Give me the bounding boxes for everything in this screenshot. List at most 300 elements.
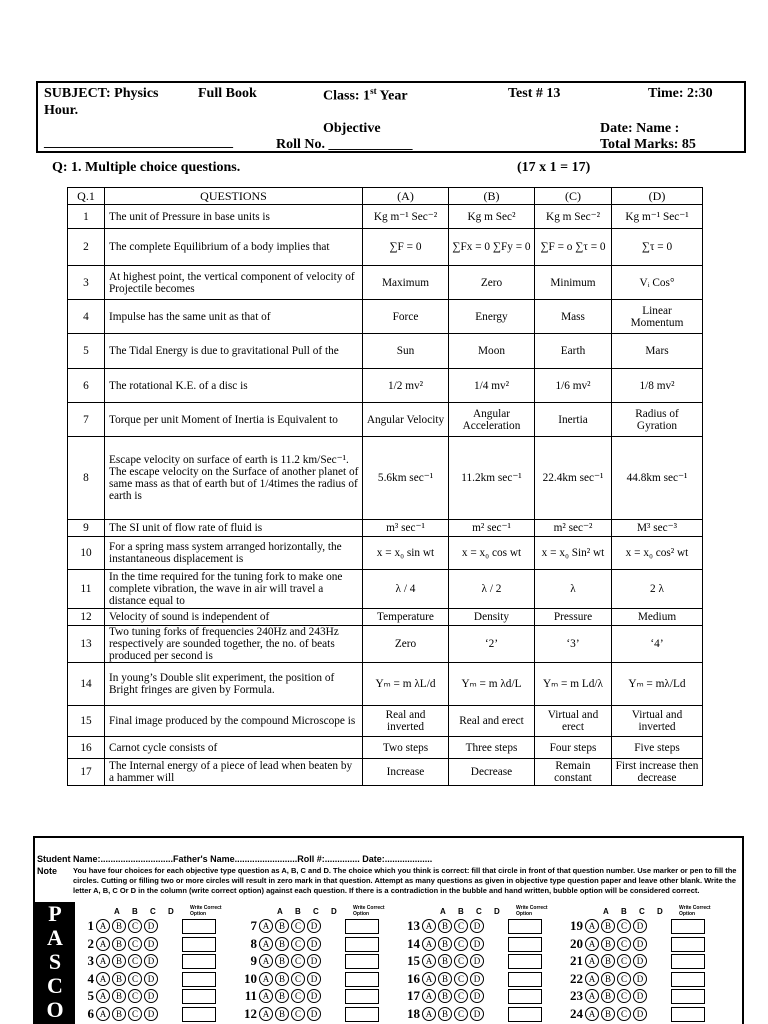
- bubble-question-number: 12: [244, 1005, 257, 1021]
- answer-bubble[interactable]: C: [128, 972, 142, 986]
- written-answer-box[interactable]: [345, 919, 379, 934]
- bubble-question-number: 19: [570, 918, 583, 933]
- option-c: ‘3’: [535, 626, 612, 663]
- written-answer-box[interactable]: [345, 1007, 379, 1022]
- option-d: ‘4’: [612, 626, 703, 663]
- answer-bubble[interactable]: C: [617, 972, 631, 986]
- write-option-header: Write Correct Option: [353, 905, 385, 917]
- answer-bubble[interactable]: A: [422, 972, 436, 986]
- answer-bubble[interactable]: B: [601, 954, 615, 968]
- option-d: Linear Momentum: [612, 300, 703, 334]
- bubble-question-number: 2: [87, 935, 94, 951]
- option-a: Angular Velocity: [363, 403, 449, 437]
- bubble-column-letter: A: [603, 907, 609, 916]
- answer-bubble[interactable]: D: [144, 989, 158, 1003]
- answer-bubble[interactable]: C: [128, 937, 142, 951]
- question-text: The SI unit of flow rate of fluid is: [105, 520, 363, 537]
- brand-letter: O: [46, 997, 64, 1022]
- name-line: ___________________________: [44, 135, 233, 150]
- total-marks: Total Marks: 85: [600, 137, 696, 152]
- note-text: You have four choices for each objective type question as A, B, C and D. The choice which you think is correct: fill that circle in front of that question number. Use marker or pen to fill the circles. Cutting or filling two or more circles will result in zero mark in that question. Attempt as many questions as given in objective type question paper and leave other blank. Write the letter A, B, C Or D in the column (write correct option) against each question. If there is a contradiction in the bubble and hand written, bubble option will be considered correct.: [73, 866, 737, 895]
- question-number: 17: [68, 759, 105, 786]
- write-option-header: Write Correct Option: [679, 905, 711, 917]
- table-row: [68, 300, 703, 334]
- answer-bubble[interactable]: A: [422, 954, 436, 968]
- bubble-question-number: 7: [250, 918, 257, 933]
- question-text: The unit of Pressure in base units is: [105, 205, 363, 229]
- question-text: At highest point, the vertical component of velocity of Projectile becomes: [105, 266, 363, 300]
- answer-bubble[interactable]: C: [454, 937, 468, 951]
- written-answer-box[interactable]: [182, 972, 216, 987]
- option-d: 2 λ: [612, 570, 703, 609]
- table-row: [68, 609, 703, 626]
- test-number: Test # 13: [508, 86, 561, 101]
- table-row: [68, 537, 703, 570]
- answer-bubble[interactable]: A: [422, 989, 436, 1003]
- write-option-header: Write Correct Option: [190, 905, 222, 917]
- option-d: ∑τ = 0: [612, 229, 703, 266]
- written-answer-box[interactable]: [671, 954, 705, 969]
- written-answer-box[interactable]: [182, 954, 216, 969]
- brand-letter: P: [48, 901, 62, 926]
- answer-bubble[interactable]: A: [585, 954, 599, 968]
- col-header-a: (A): [363, 188, 449, 205]
- hour: Hour.: [44, 103, 79, 118]
- answer-bubble[interactable]: D: [307, 937, 321, 951]
- answer-bubble[interactable]: D: [144, 1007, 158, 1021]
- table-row: [68, 266, 703, 300]
- option-c: 1/6 mv²: [535, 369, 612, 403]
- option-b: x = x₀ cos wt: [449, 537, 535, 570]
- option-b: Decrease: [449, 759, 535, 786]
- option-a: Zero: [363, 626, 449, 663]
- answer-bubble[interactable]: A: [96, 954, 110, 968]
- answer-bubble[interactable]: D: [633, 919, 647, 933]
- written-answer-box[interactable]: [182, 989, 216, 1004]
- option-a: x = x₀ sin wt: [363, 537, 449, 570]
- written-answer-box[interactable]: [671, 972, 705, 987]
- brand-column: [35, 902, 75, 1024]
- option-d: Kg m⁻¹ Sec⁻¹: [612, 205, 703, 229]
- question-text: For a spring mass system arranged horizontally, the instantaneous displacement is: [105, 537, 363, 570]
- bubble-column-letter: C: [313, 907, 319, 916]
- written-answer-box[interactable]: [508, 919, 542, 934]
- answer-bubble[interactable]: D: [633, 1007, 647, 1021]
- bubble-question-number: 11: [244, 988, 257, 1003]
- table-row: [68, 369, 703, 403]
- answer-bubble[interactable]: B: [601, 1007, 615, 1021]
- answer-bubble[interactable]: B: [275, 972, 289, 986]
- option-a: Force: [363, 300, 449, 334]
- answer-bubble[interactable]: B: [112, 1007, 126, 1021]
- answer-bubble[interactable]: C: [617, 954, 631, 968]
- answer-bubble[interactable]: D: [307, 954, 321, 968]
- answer-bubble[interactable]: A: [259, 954, 273, 968]
- table-header-row: [68, 188, 703, 205]
- answer-bubble[interactable]: B: [438, 937, 452, 951]
- answer-bubble[interactable]: D: [470, 1007, 484, 1021]
- answer-bubble[interactable]: A: [96, 937, 110, 951]
- time: Time: 2:30: [648, 86, 713, 101]
- option-b: Zero: [449, 266, 535, 300]
- option-b: m² sec⁻¹: [449, 520, 535, 537]
- option-a: 5.6km sec⁻¹: [363, 437, 449, 520]
- option-b: 1/4 mv²: [449, 369, 535, 403]
- option-a: Yₘ = m λL/d: [363, 663, 449, 706]
- student-info-line: Student Name:.............................Father's Name.........................Roll #:.............. Date:...................: [37, 854, 433, 864]
- table-row: [68, 626, 703, 663]
- answer-bubble[interactable]: B: [438, 919, 452, 933]
- answer-bubble[interactable]: D: [470, 989, 484, 1003]
- option-d: Vᵢ Cos°: [612, 266, 703, 300]
- written-answer-box[interactable]: [671, 989, 705, 1004]
- bubble-question-number: 23: [570, 988, 583, 1003]
- answer-bubble[interactable]: C: [617, 1007, 631, 1021]
- table-row: [68, 205, 703, 229]
- roll-no: Roll No. ____________: [276, 137, 413, 152]
- question-number: 14: [68, 663, 105, 706]
- answer-bubble[interactable]: A: [259, 972, 273, 986]
- option-c: Pressure: [535, 609, 612, 626]
- answer-bubble[interactable]: B: [601, 919, 615, 933]
- brand-letter: C: [47, 973, 63, 998]
- answer-bubble[interactable]: B: [438, 1007, 452, 1021]
- note-label: Note: [37, 866, 57, 876]
- question-text: The complete Equilibrium of a body implies that: [105, 229, 363, 266]
- written-answer-box[interactable]: [671, 937, 705, 952]
- answer-bubble[interactable]: C: [128, 1007, 142, 1021]
- answer-bubble[interactable]: D: [144, 972, 158, 986]
- answer-bubble[interactable]: B: [275, 937, 289, 951]
- header-box: [36, 81, 746, 153]
- question-text: The Tidal Energy is due to gravitational Pull of the: [105, 334, 363, 369]
- answer-bubble[interactable]: A: [259, 989, 273, 1003]
- question-text: Two tuning forks of frequencies 240Hz and 243Hz respectively are sounded together, the no. of beats produced per second is: [105, 626, 363, 663]
- bubble-question-number: 4: [87, 970, 94, 986]
- bubble-question-number: 10: [244, 970, 257, 986]
- option-c: λ: [535, 570, 612, 609]
- option-d: Medium: [612, 609, 703, 626]
- option-c: ∑F = o ∑τ = 0: [535, 229, 612, 266]
- table-row: [68, 759, 703, 786]
- answer-bubble[interactable]: B: [275, 954, 289, 968]
- bubble-column-letter: B: [621, 907, 627, 916]
- table-row: [68, 570, 703, 609]
- question-text: Velocity of sound is independent of: [105, 609, 363, 626]
- subject: SUBJECT: Physics: [44, 86, 159, 101]
- bubble-column-letter: C: [476, 907, 482, 916]
- answer-bubble[interactable]: A: [422, 1007, 436, 1021]
- option-d: Radius of Gyration: [612, 403, 703, 437]
- bubble-column-letter: A: [277, 907, 283, 916]
- answer-bubble[interactable]: A: [585, 937, 599, 951]
- written-answer-box[interactable]: [508, 1007, 542, 1022]
- answer-bubble[interactable]: D: [307, 919, 321, 933]
- option-b: Real and erect: [449, 706, 535, 737]
- option-c: x = x₀ Sin² wt: [535, 537, 612, 570]
- option-d: Virtual and inverted: [612, 706, 703, 737]
- option-b: 11.2km sec⁻¹: [449, 437, 535, 520]
- option-a: Two steps: [363, 737, 449, 759]
- answer-bubble[interactable]: D: [470, 919, 484, 933]
- written-answer-box[interactable]: [671, 1007, 705, 1022]
- answer-bubble[interactable]: C: [291, 919, 305, 933]
- question-text: Torque per unit Moment of Inertia is Equivalent to: [105, 403, 363, 437]
- question-number: 5: [68, 334, 105, 369]
- question-text: In young’s Double slit experiment, the position of Bright fringes are given by Formula.: [105, 663, 363, 706]
- option-b: Yₘ = m λd/L: [449, 663, 535, 706]
- bubble-column-letter: C: [150, 907, 156, 916]
- answer-bubble[interactable]: B: [601, 937, 615, 951]
- write-option-header: Write Correct Option: [516, 905, 548, 917]
- table-row: [68, 437, 703, 520]
- option-a: Kg m⁻¹ Sec⁻²: [363, 205, 449, 229]
- answer-bubble[interactable]: D: [144, 919, 158, 933]
- answer-bubble[interactable]: B: [112, 954, 126, 968]
- option-b: Density: [449, 609, 535, 626]
- question-number: 2: [68, 229, 105, 266]
- answer-bubble[interactable]: D: [470, 972, 484, 986]
- bubble-column-letter: A: [114, 907, 120, 916]
- answer-bubble[interactable]: B: [438, 989, 452, 1003]
- answer-bubble[interactable]: B: [112, 937, 126, 951]
- option-d: M³ sec⁻³: [612, 520, 703, 537]
- option-a: Maximum: [363, 266, 449, 300]
- answer-bubble[interactable]: A: [96, 989, 110, 1003]
- bubble-question-number: 9: [250, 953, 257, 968]
- answer-bubble[interactable]: A: [96, 1007, 110, 1021]
- option-d: First increase then decrease: [612, 759, 703, 786]
- question-text: In the time required for the tuning fork to make one complete vibration, the wave in air will travel a distance equal to: [105, 570, 363, 609]
- option-d: Mars: [612, 334, 703, 369]
- option-c: Yₘ = m Ld/λ: [535, 663, 612, 706]
- answer-bubble[interactable]: B: [112, 989, 126, 1003]
- bubble-column-letter: B: [458, 907, 464, 916]
- answer-bubble[interactable]: A: [259, 919, 273, 933]
- answer-bubble[interactable]: B: [438, 954, 452, 968]
- brand-letter: S: [48, 949, 62, 974]
- table-row: [68, 663, 703, 706]
- option-a: λ / 4: [363, 570, 449, 609]
- answer-bubble[interactable]: A: [585, 989, 599, 1003]
- option-d: 1/8 mv²: [612, 369, 703, 403]
- answer-bubble[interactable]: C: [291, 937, 305, 951]
- answer-bubble[interactable]: A: [585, 919, 599, 933]
- table-row: [68, 520, 703, 537]
- answer-bubble[interactable]: D: [144, 954, 158, 968]
- option-d: Yₘ = mλ/Ld: [612, 663, 703, 706]
- bubble-column-letter: D: [331, 907, 337, 916]
- written-answer-box[interactable]: [345, 972, 379, 987]
- option-a: Increase: [363, 759, 449, 786]
- question-number: 10: [68, 537, 105, 570]
- question-text: The Internal energy of a piece of lead when beaten by a hammer will: [105, 759, 363, 786]
- col-header-questions: QUESTIONS: [105, 188, 363, 205]
- option-a: m³ sec⁻¹: [363, 520, 449, 537]
- option-b: λ / 2: [449, 570, 535, 609]
- answer-bubble[interactable]: D: [144, 937, 158, 951]
- option-c: Minimum: [535, 266, 612, 300]
- option-b: Three steps: [449, 737, 535, 759]
- answer-bubble[interactable]: B: [275, 989, 289, 1003]
- bubble-column-letter: D: [494, 907, 500, 916]
- question-text: Escape velocity on surface of earth is 11.2 km/Sec⁻¹. The escape velocity on the Surface of another planet of same mass as that of earth but of 1/4times the radius of earth is: [105, 437, 363, 520]
- bubble-column-letter: D: [657, 907, 663, 916]
- option-c: Remain constant: [535, 759, 612, 786]
- question-number: 13: [68, 626, 105, 663]
- answer-bubble[interactable]: C: [454, 972, 468, 986]
- answer-bubble[interactable]: C: [454, 919, 468, 933]
- answer-bubble[interactable]: C: [617, 937, 631, 951]
- bubble-column-letter: A: [440, 907, 446, 916]
- option-d: Five steps: [612, 737, 703, 759]
- written-answer-box[interactable]: [182, 1007, 216, 1022]
- col-header-d: (D): [612, 188, 703, 205]
- option-b: ∑Fx = 0 ∑Fy = 0: [449, 229, 535, 266]
- answer-bubble[interactable]: C: [291, 954, 305, 968]
- answer-bubble[interactable]: D: [470, 937, 484, 951]
- question-number: 11: [68, 570, 105, 609]
- bubble-question-number: 14: [407, 935, 420, 951]
- option-c: Inertia: [535, 403, 612, 437]
- answer-bubble[interactable]: B: [438, 972, 452, 986]
- answer-bubble[interactable]: A: [96, 972, 110, 986]
- bubble-column-letter: C: [639, 907, 645, 916]
- question-text: Carnot cycle consists of: [105, 737, 363, 759]
- written-answer-box[interactable]: [508, 989, 542, 1004]
- question-number: 7: [68, 403, 105, 437]
- answer-bubble[interactable]: C: [128, 989, 142, 1003]
- answer-bubble[interactable]: B: [112, 919, 126, 933]
- option-b: Angular Acceleration: [449, 403, 535, 437]
- bubble-column-letter: B: [295, 907, 301, 916]
- option-c: Kg m Sec⁻²: [535, 205, 612, 229]
- written-answer-box[interactable]: [345, 989, 379, 1004]
- question-table: [67, 187, 703, 786]
- answer-bubble[interactable]: C: [617, 919, 631, 933]
- bubble-question-number: 16: [407, 970, 420, 986]
- written-answer-box[interactable]: [671, 919, 705, 934]
- bubble-question-number: 18: [407, 1005, 420, 1021]
- written-answer-box[interactable]: [345, 937, 379, 952]
- answer-bubble[interactable]: C: [128, 954, 142, 968]
- table-row: [68, 706, 703, 737]
- answer-bubble[interactable]: D: [633, 972, 647, 986]
- answer-bubble[interactable]: B: [275, 919, 289, 933]
- bubble-column-letter: D: [168, 907, 174, 916]
- written-answer-box[interactable]: [182, 937, 216, 952]
- bubble-question-number: 20: [570, 935, 583, 951]
- option-a: 1/2 mv²: [363, 369, 449, 403]
- table-row: [68, 229, 703, 266]
- section-marks: (17 x 1 = 17): [517, 160, 591, 175]
- question-text: Impulse has the same unit as that of: [105, 300, 363, 334]
- answer-bubble[interactable]: A: [585, 972, 599, 986]
- option-b: Energy: [449, 300, 535, 334]
- answer-bubble[interactable]: C: [454, 1007, 468, 1021]
- answer-bubble[interactable]: A: [422, 919, 436, 933]
- answer-bubble[interactable]: A: [259, 937, 273, 951]
- answer-bubble[interactable]: C: [617, 989, 631, 1003]
- answer-bubble[interactable]: D: [307, 972, 321, 986]
- question-number: 15: [68, 706, 105, 737]
- question-number: 3: [68, 266, 105, 300]
- bubble-question-number: 17: [407, 988, 420, 1003]
- answer-bubble[interactable]: D: [307, 989, 321, 1003]
- written-answer-box[interactable]: [345, 954, 379, 969]
- bubble-column-letter: B: [132, 907, 138, 916]
- answer-bubble[interactable]: B: [601, 989, 615, 1003]
- question-text: The rotational K.E. of a disc is: [105, 369, 363, 403]
- bubble-question-number: 5: [87, 988, 94, 1003]
- question-text: Final image produced by the compound Microscope is: [105, 706, 363, 737]
- answer-bubble[interactable]: A: [259, 1007, 273, 1021]
- answer-bubble[interactable]: B: [601, 972, 615, 986]
- answer-bubble[interactable]: A: [585, 1007, 599, 1021]
- option-c: Mass: [535, 300, 612, 334]
- question-number: 12: [68, 609, 105, 626]
- answer-bubble[interactable]: A: [422, 937, 436, 951]
- answer-bubble[interactable]: A: [96, 919, 110, 933]
- bubble-question-number: 21: [570, 953, 583, 968]
- table-row: [68, 334, 703, 369]
- answer-bubble[interactable]: D: [633, 937, 647, 951]
- answer-bubble[interactable]: D: [307, 1007, 321, 1021]
- bubble-question-number: 15: [407, 953, 420, 968]
- answer-bubble[interactable]: D: [633, 954, 647, 968]
- option-b: Kg m Sec²: [449, 205, 535, 229]
- option-c: Virtual and erect: [535, 706, 612, 737]
- option-c: Four steps: [535, 737, 612, 759]
- bubble-question-number: 6: [87, 1005, 94, 1021]
- written-answer-box[interactable]: [508, 954, 542, 969]
- answer-bubble[interactable]: B: [112, 972, 126, 986]
- question-number: 4: [68, 300, 105, 334]
- written-answer-box[interactable]: [182, 919, 216, 934]
- question-number: 6: [68, 369, 105, 403]
- answer-bubble[interactable]: C: [454, 954, 468, 968]
- answer-bubble[interactable]: D: [470, 954, 484, 968]
- answer-bubble[interactable]: C: [291, 1007, 305, 1021]
- option-b: Moon: [449, 334, 535, 369]
- answer-bubble[interactable]: B: [275, 1007, 289, 1021]
- answer-bubble[interactable]: C: [128, 919, 142, 933]
- question-number: 9: [68, 520, 105, 537]
- option-d: x = x₀ cos² wt: [612, 537, 703, 570]
- written-answer-box[interactable]: [508, 972, 542, 987]
- col-header-c: (C): [535, 188, 612, 205]
- class: Class: 1st Year: [323, 86, 408, 104]
- bubble-question-number: 13: [407, 918, 420, 933]
- answer-bubble[interactable]: C: [291, 989, 305, 1003]
- bubble-question-number: 3: [87, 953, 94, 968]
- option-c: m² sec⁻²: [535, 520, 612, 537]
- option-a: ∑F = 0: [363, 229, 449, 266]
- answer-bubble[interactable]: C: [291, 972, 305, 986]
- option-a: Temperature: [363, 609, 449, 626]
- bubble-question-number: 24: [570, 1005, 583, 1021]
- book: Full Book: [198, 86, 257, 101]
- option-c: 22.4km sec⁻¹: [535, 437, 612, 520]
- answer-bubble[interactable]: C: [454, 989, 468, 1003]
- question-number: 1: [68, 205, 105, 229]
- answer-bubble[interactable]: D: [633, 989, 647, 1003]
- question-number: 16: [68, 737, 105, 759]
- bubble-question-number: 1: [87, 918, 94, 933]
- written-answer-box[interactable]: [508, 937, 542, 952]
- bubble-question-number: 22: [570, 970, 583, 986]
- brand-letter: A: [47, 925, 63, 950]
